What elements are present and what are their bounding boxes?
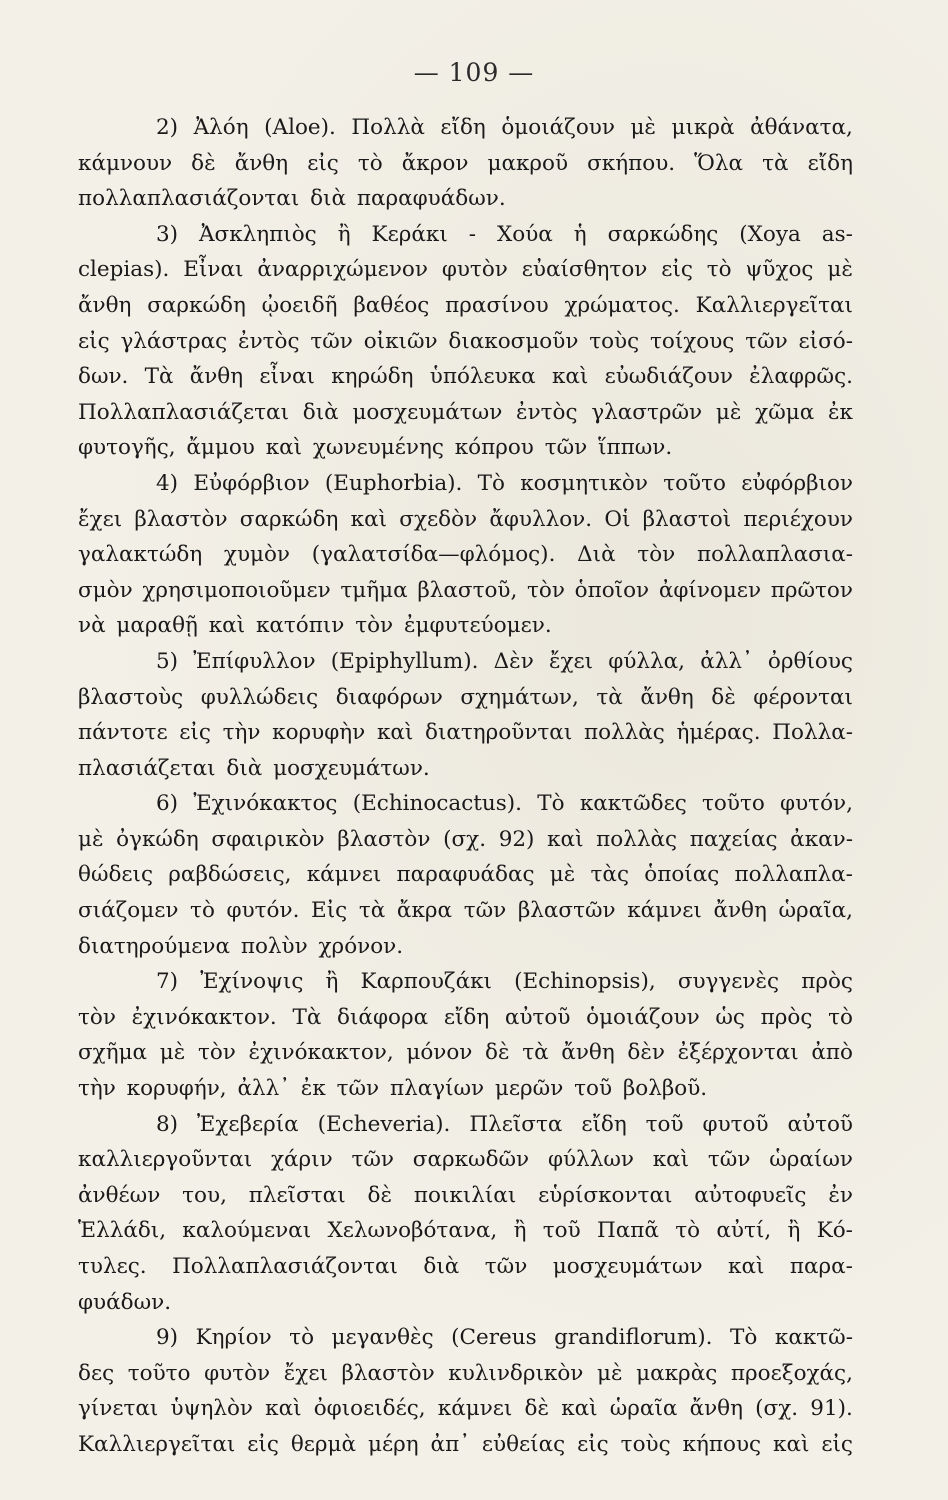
text-line: φυάδων. <box>78 1289 172 1315</box>
text-line: διατηρούμενα πολὺν χρόνον. <box>78 933 404 959</box>
text-line: γίνεται ὑψηλὸν καὶ ὀφιοειδές, κάμνει δὲ καὶ ὡραῖα ἄνθη (σχ. 91). <box>78 1396 853 1422</box>
text-line: σχῆμα μὲ τὸν ἐχινόκακτον, μόνον δὲ τὰ ἄνθη δὲν ἐξέρχονται ἀπὸ <box>78 1040 853 1066</box>
text-line: τὸν ἐχινόκακτον. Τὰ διάφορα εἴδη αὐτοῦ ὁμοιάζουν ὡς πρὸς τὸ <box>78 1004 853 1030</box>
text-line: ἄνθη σαρκώδη ᾠοειδῆ βαθέος πρασίνου χρώματος. Καλλιεργεῖται <box>78 292 853 318</box>
text-line: 4) Εὐφόρβιον (Euphorbia). Τὸ κοσμητικὸν τοῦτο εὐφόρβιον <box>156 470 853 496</box>
text-line: πολλαπλασιάζονται διὰ παραφυάδων. <box>78 186 506 212</box>
text-line: κάμνουν δὲ ἄνθη εἰς τὸ ἄκρον μακροῦ σκήπου. Ὅλα τὰ εἴδη <box>78 150 853 176</box>
text-line: νὰ μαραθῇ καὶ κατόπιν τὸν ἐμφυτεύομεν. <box>78 613 552 639</box>
text-line: γαλακτώδη χυμὸν (γαλατσίδα—φλόμος). Διὰ τὸν πολλαπλασια- <box>78 542 853 568</box>
text-line: δων. Τὰ ἄνθη εἶναι κηρώδη ὑπόλευκα καὶ εὐωδιάζουν ἐλαφρῶς. <box>78 364 853 390</box>
text-line: θώδεις ραβδώσεις, κάμνει παραφυάδας μὲ τὰς ὁποίας πολλαπλα- <box>78 862 853 888</box>
text-line: 5) Ἐπίφυλλον (Epiphyllum). Δὲν ἔχει φύλλα, ἀλλ᾽ ὀρθίους <box>156 648 853 674</box>
body-text <box>78 110 853 1463</box>
text-line: 6) Ἐχινόκακτος (Echinocactus). Τὸ κακτῶδες τοῦτο φυτόν, <box>156 791 853 817</box>
text-line: clepias). Εἶναι ἀναρριχώμενον φυτὸν εὐαίσθητον εἰς τὸ ψῦχος μὲ <box>78 257 853 283</box>
text-line: 2) Ἀλόη (Aloe). Πολλὰ εἴδη ὁμοιάζουν μὲ μικρὰ ἀθάνατα, <box>156 115 853 140</box>
text-line: ἔχει βλαστὸν σαρκώδη καὶ σχεδὸν ἄφυλλον. Οἱ βλαστοὶ περιέχουν <box>78 506 853 532</box>
text-line: σμὸν χρησιμοποιοῦμεν τμῆμα βλαστοῦ, τὸν ὁποῖον ἀφίνομεν πρῶτον <box>78 577 853 603</box>
text-line: δες τοῦτο φυτὸν ἔχει βλαστὸν κυλινδρικὸν μὲ μακρὰς προεξοχάς, <box>78 1360 853 1386</box>
text-line: φυτογῆς, ἄμμου καὶ χωνευμένης κόπρου τῶν ἵππων. <box>78 435 673 461</box>
text-line: τὴν κορυφήν, ἀλλ᾽ ἐκ τῶν πλαγίων μερῶν τοῦ βολβοῦ. <box>78 1076 708 1102</box>
text-line: 7) Ἐχίνοψις ἢ Καρπουζάκι (Echinopsis), συγγενὲς πρὸς <box>156 969 853 995</box>
text-line: Ἑλλάδι, καλούμεναι Χελωνοβότανα, ἢ τοῦ Παπᾶ τὸ αὐτί, ἢ Κό- <box>78 1218 853 1244</box>
text-line: καλλιεργοῦνται χάριν τῶν σαρκωδῶν φύλλων καὶ τῶν ὡραίων <box>78 1147 853 1173</box>
text-line: βλαστοὺς φυλλώδεις διαφόρων σχημάτων, τὰ ἄνθη δὲ φέρονται <box>78 684 853 710</box>
text-line: πλασιάζεται διὰ μοσχευμάτων. <box>78 755 430 781</box>
text-line: μὲ ὀγκώδη σφαιρικὸν βλαστὸν (σχ. 92) καὶ πολλὰς παχείας ἀκαν- <box>78 826 853 852</box>
page-number: — 109 — <box>413 58 535 87</box>
text-line: 8) Ἐχεβερία (Echeveria). Πλεῖστα εἴδη τοῦ φυτοῦ αὐτοῦ <box>156 1111 853 1137</box>
text-line: τυλες. Πολλαπλασιάζονται διὰ τῶν μοσχευμάτων καὶ παρα- <box>78 1254 853 1279</box>
text-line: εἰς γλάστρας ἐντὸς τῶν οἰκιῶν διακοσμοῦν τοὺς τοίχους τῶν εἰσό- <box>78 328 853 354</box>
text-line: 9) Κηρίον τὸ μεγανθὲς (Cereus grandiflorum). Τὸ κακτῶ- <box>156 1325 853 1351</box>
text-line: Καλλιεργεῖται εἰς θερμὰ μέρη ἀπ᾽ εὐθείας εἰς τοὺς κήπους καὶ εἰς <box>78 1431 853 1457</box>
text-line: Πολλαπλασιάζεται διὰ μοσχευμάτων ἐντὸς γλαστρῶν μὲ χῶμα ἐκ <box>78 399 853 425</box>
text-line: σιάζομεν τὸ φυτόν. Εἰς τὰ ἄκρα τῶν βλαστῶν κάμνει ἄνθη ὡραῖα, <box>78 898 853 924</box>
text-line: 3) Ἀσκληπιὸς ἢ Κεράκι - Χούα ἡ σαρκώδης (Xoya as- <box>156 221 853 247</box>
text-line: πάντοτε εἰς τὴν κορυφὴν καὶ διατηροῦνται πολλὰς ἡμέρας. Πολλα- <box>78 720 853 746</box>
text-line: ἀνθέων του, πλεῖσται δὲ ποικιλίαι εὑρίσκονται αὐτοφυεῖς ἐν <box>78 1182 853 1208</box>
